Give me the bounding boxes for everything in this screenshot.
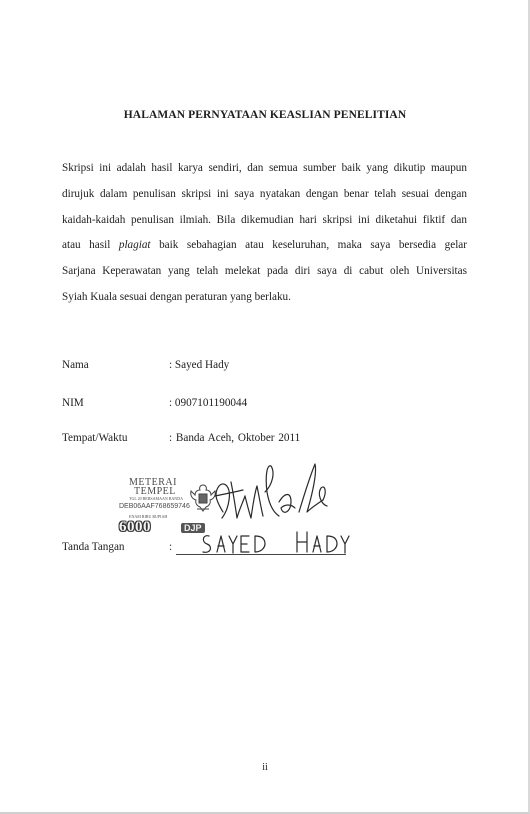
statement-line: Skripsi ini adalah hasil karya sendiri, dan semua sumber baik yang dikutip maupun [62,162,467,174]
statement-line: Sarjana Keperawatan yang telah melekat pada diri saya di cabut oleh Universitas [62,265,467,278]
statement-line: Syiah Kuala sesuai dengan peraturan yang berlaku. [62,290,291,303]
stamp-badge: DJP [181,523,205,533]
plagiat-term: plagiat [118,239,151,252]
statement-text: baik sebahagian atau keseluruhan, maka saya bersedia gelar [150,239,468,252]
tanda-tangan-label: Tanda Tangan [62,541,125,553]
nama-label: Nama [62,359,89,371]
statement-line: dirujuk dalam penulisan skripsi ini saya nyatakan dengan benar telah sesuai dengan [62,187,467,200]
stamp-fine-print: ENAM RIBU RUPIAH [129,514,168,519]
tanda-tangan-colon: : [169,541,173,553]
tempat-waktu-value: : Banda Aceh, Oktober 2011 [169,432,301,444]
stamp-meterai-text: METERAI [129,477,177,488]
stamp-serial: DEB06AAF768659746 [119,503,190,510]
stamp-tempel-text: TEMPEL [134,486,176,497]
nim-value: : 0907101190044 [169,397,248,409]
stamp-value: 6000 [119,519,151,535]
nama-value: : Sayed Hady [169,359,230,371]
handwritten-signature [195,452,355,577]
nim-label: NIM [62,397,84,409]
tempat-waktu-label: Tempat/Waktu [62,432,128,444]
document-title: HALAMAN PERNYATAAN KEASLIAN PENELITIAN [123,109,407,121]
statement-paragraph [62,156,467,311]
statement-text: atau hasil [62,239,119,252]
statement-line [62,233,467,259]
page-number: ii [262,762,268,773]
stamp-fine-print: TGL 20 BERSAMAAN BANDA [129,496,183,501]
statement-line: kaidah-kaidah penulisan ilmiah. Bila dikemudian hari skripsi ini diketahui fiktif dan [62,213,467,226]
